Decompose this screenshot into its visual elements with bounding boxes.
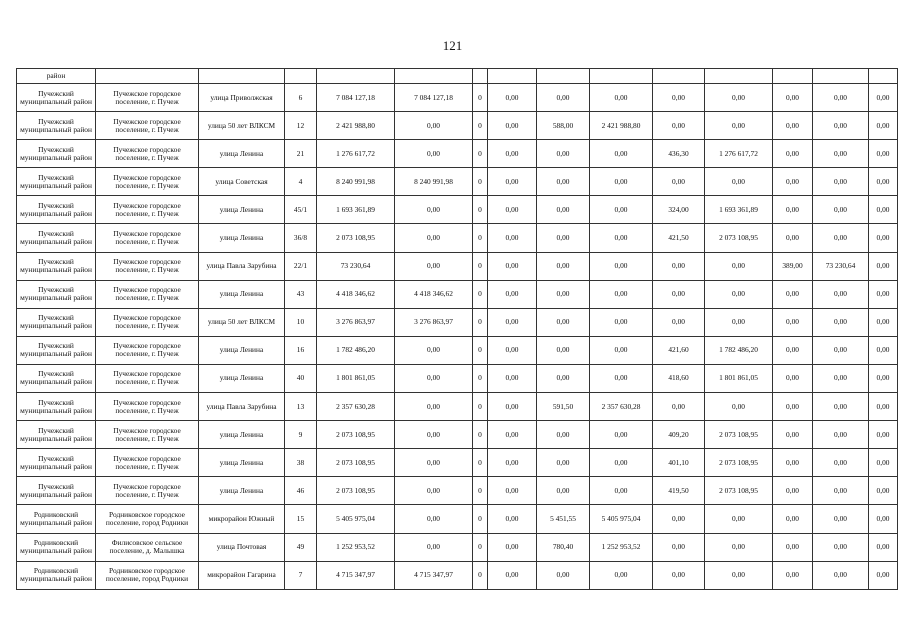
house-number-cell: 43 (285, 280, 317, 308)
data-table (16, 68, 898, 590)
col-15-cell: 0,00 (869, 477, 898, 505)
cost-col-6-cell: 0,00 (395, 421, 473, 449)
district-cell: Пучежский муниципальный район (17, 421, 96, 449)
col-7-cell: 0 (473, 336, 488, 364)
area-col-9-cell: 0,00 (537, 477, 590, 505)
col-7-cell: 0 (473, 421, 488, 449)
settlement-cell: Пучежское городское поселение, г. Пучеж (96, 477, 199, 505)
street-cell: улица Ленина (199, 140, 285, 168)
district-cell: Пучежский муниципальный район (17, 84, 96, 112)
total-cost-cell: 2 421 988,80 (317, 112, 395, 140)
area-col-13-cell: 0,00 (773, 84, 813, 112)
cost-col-10-cell: 0,00 (590, 336, 653, 364)
cost-col-10-cell: 2 421 988,80 (590, 112, 653, 140)
house-number-cell: 46 (285, 477, 317, 505)
area-col-11-cell: 0,00 (653, 308, 705, 336)
cost-col-6-cell: 0,00 (395, 196, 473, 224)
area-col-9-cell: 0,00 (537, 421, 590, 449)
cost-col-6-cell: 0,00 (395, 449, 473, 477)
table-row (17, 533, 898, 561)
street-cell: улица Павла Зарубина (199, 393, 285, 421)
cost-col-6-cell: 0,00 (395, 336, 473, 364)
cost-col-14-cell: 0,00 (813, 449, 869, 477)
col-8-cell: 0,00 (488, 168, 537, 196)
cost-col-10-cell: 0,00 (590, 449, 653, 477)
area-col-11-cell: 0,00 (653, 168, 705, 196)
col-15-cell: 0,00 (869, 449, 898, 477)
col-15-cell: 0,00 (869, 224, 898, 252)
col-7-cell: 0 (473, 477, 488, 505)
table-row (17, 280, 898, 308)
col-15-cell: 0,00 (869, 336, 898, 364)
street-cell: улица Павла Зарубина (199, 252, 285, 280)
col-7-cell: 0 (473, 533, 488, 561)
area-col-13-cell: 0,00 (773, 533, 813, 561)
cost-col-10-cell: 0,00 (590, 168, 653, 196)
col-15-cell: 0,00 (869, 561, 898, 589)
area-col-11-cell: 0,00 (653, 112, 705, 140)
col-7-cell: 0 (473, 224, 488, 252)
area-col-11-cell: 418,60 (653, 364, 705, 392)
cost-col-14-cell: 0,00 (813, 84, 869, 112)
col-7-cell: 0 (473, 112, 488, 140)
col-15-cell: 0,00 (869, 140, 898, 168)
cost-col-14-cell: 0,00 (813, 224, 869, 252)
col-7-cell: 0 (473, 308, 488, 336)
house-number-cell: 9 (285, 421, 317, 449)
house-number-cell: 38 (285, 449, 317, 477)
table-row (17, 393, 898, 421)
area-col-13-cell: 0,00 (773, 112, 813, 140)
area-col-11-cell: 419,50 (653, 477, 705, 505)
col-7-cell: 0 (473, 140, 488, 168)
total-cost-cell: 1 276 617,72 (317, 140, 395, 168)
settlement-cell: Пучежское городское поселение, г. Пучеж (96, 449, 199, 477)
area-col-9-cell: 591,50 (537, 393, 590, 421)
col-8-cell: 0,00 (488, 112, 537, 140)
cost-col-14-cell: 0,00 (813, 140, 869, 168)
cost-col-6-cell: 7 084 127,18 (395, 84, 473, 112)
cost-col-12-cell: 2 073 108,95 (705, 224, 773, 252)
street-cell: улица Ленина (199, 364, 285, 392)
settlement-cell: Пучежское городское поселение, г. Пучеж (96, 421, 199, 449)
area-col-11-cell: 0,00 (653, 561, 705, 589)
cost-col-14-cell: 0,00 (813, 280, 869, 308)
col-7-cell: 0 (473, 196, 488, 224)
house-number-cell: 21 (285, 140, 317, 168)
col-15-cell: 0,00 (869, 421, 898, 449)
house-number-cell: 45/1 (285, 196, 317, 224)
total-cost-cell: 4 418 346,62 (317, 280, 395, 308)
table-row (17, 421, 898, 449)
settlement-cell: Родниковское городское поселение, город Родники (96, 505, 199, 533)
table-row-continued (17, 69, 898, 84)
street-cell: микрорайон Южный (199, 505, 285, 533)
cost-col-12-cell: 1 782 486,20 (705, 336, 773, 364)
street-cell: улица Ленина (199, 449, 285, 477)
table-row (17, 336, 898, 364)
total-cost-cell: 73 230,64 (317, 252, 395, 280)
area-col-9-cell: 0,00 (537, 84, 590, 112)
table-row (17, 252, 898, 280)
area-col-9-cell: 0,00 (537, 561, 590, 589)
area-col-13-cell: 0,00 (773, 505, 813, 533)
total-cost-cell: 2 073 108,95 (317, 449, 395, 477)
settlement-cell: Пучежское городское поселение, г. Пучеж (96, 280, 199, 308)
house-number-cell: 6 (285, 84, 317, 112)
area-col-11-cell: 401,10 (653, 449, 705, 477)
cost-col-12-cell: 0,00 (705, 252, 773, 280)
cost-col-14-cell: 0,00 (813, 196, 869, 224)
area-col-13-cell: 0,00 (773, 393, 813, 421)
cost-col-14-cell: 0,00 (813, 336, 869, 364)
area-col-13-cell: 0,00 (773, 449, 813, 477)
area-col-13-cell: 0,00 (773, 561, 813, 589)
table-row (17, 505, 898, 533)
district-cell: Пучежский муниципальный район (17, 449, 96, 477)
cost-col-6-cell: 0,00 (395, 252, 473, 280)
street-cell: улица Почтовая (199, 533, 285, 561)
cost-col-6-cell: 0,00 (395, 224, 473, 252)
table-row (17, 168, 898, 196)
area-col-11-cell: 436,30 (653, 140, 705, 168)
cost-col-12-cell: 0,00 (705, 393, 773, 421)
cost-col-10-cell: 0,00 (590, 421, 653, 449)
area-col-13-cell: 0,00 (773, 364, 813, 392)
area-col-11-cell: 0,00 (653, 505, 705, 533)
street-cell: улица Приволжская (199, 84, 285, 112)
cost-col-12-cell: 1 276 617,72 (705, 140, 773, 168)
col-8-cell: 0,00 (488, 308, 537, 336)
settlement-cell: Филисовское сельское поселение, д. Малышка (96, 533, 199, 561)
cost-col-14-cell: 0,00 (813, 168, 869, 196)
house-number-cell: 16 (285, 336, 317, 364)
col-8-cell: 0,00 (488, 364, 537, 392)
area-col-9-cell: 0,00 (537, 280, 590, 308)
house-number-cell: 36/8 (285, 224, 317, 252)
col-15-cell: 0,00 (869, 168, 898, 196)
cost-col-6-cell: 3 276 863,97 (395, 308, 473, 336)
cost-col-10-cell: 1 252 953,52 (590, 533, 653, 561)
cost-col-10-cell: 5 405 975,04 (590, 505, 653, 533)
col-7-cell: 0 (473, 393, 488, 421)
settlement-cell: Пучежское городское поселение, г. Пучеж (96, 364, 199, 392)
col-8-cell: 0,00 (488, 84, 537, 112)
cost-col-14-cell: 73 230,64 (813, 252, 869, 280)
area-col-11-cell: 0,00 (653, 533, 705, 561)
street-cell: улица Ленина (199, 336, 285, 364)
cost-col-12-cell: 2 073 108,95 (705, 477, 773, 505)
area-col-11-cell: 421,60 (653, 336, 705, 364)
district-cell: Пучежский муниципальный район (17, 393, 96, 421)
district-cell: Пучежский муниципальный район (17, 140, 96, 168)
cost-col-12-cell: 2 073 108,95 (705, 449, 773, 477)
total-cost-cell: 4 715 347,97 (317, 561, 395, 589)
area-col-11-cell: 0,00 (653, 252, 705, 280)
col-15-cell: 0,00 (869, 308, 898, 336)
area-col-11-cell: 409,20 (653, 421, 705, 449)
col-7-cell: 0 (473, 280, 488, 308)
cost-col-12-cell: 0,00 (705, 280, 773, 308)
table-row (17, 308, 898, 336)
cost-col-10-cell: 0,00 (590, 364, 653, 392)
area-col-13-cell: 389,00 (773, 252, 813, 280)
table-row (17, 140, 898, 168)
house-number-cell: 40 (285, 364, 317, 392)
col-8-cell: 0,00 (488, 280, 537, 308)
total-cost-cell: 3 276 863,97 (317, 308, 395, 336)
total-cost-cell: 2 357 630,28 (317, 393, 395, 421)
col-15-cell: 0,00 (869, 393, 898, 421)
cost-col-10-cell: 2 357 630,28 (590, 393, 653, 421)
cost-col-6-cell: 8 240 991,98 (395, 168, 473, 196)
cost-col-14-cell: 0,00 (813, 112, 869, 140)
settlement-cell: Пучежское городское поселение, г. Пучеж (96, 252, 199, 280)
cost-col-14-cell: 0,00 (813, 421, 869, 449)
col-7-cell: 0 (473, 364, 488, 392)
total-cost-cell: 1 801 861,05 (317, 364, 395, 392)
cost-col-6-cell: 4 418 346,62 (395, 280, 473, 308)
street-cell: улица 50 лет ВЛКСМ (199, 112, 285, 140)
cost-col-10-cell: 0,00 (590, 140, 653, 168)
street-cell: улица Ленина (199, 421, 285, 449)
cost-col-10-cell: 0,00 (590, 561, 653, 589)
district-cell: Родниковский муниципальный район (17, 505, 96, 533)
house-number-cell: 22/1 (285, 252, 317, 280)
area-col-9-cell: 0,00 (537, 168, 590, 196)
area-col-9-cell: 0,00 (537, 336, 590, 364)
settlement-cell: Пучежское городское поселение, г. Пучеж (96, 196, 199, 224)
total-cost-cell: 1 252 953,52 (317, 533, 395, 561)
settlement-cell: Пучежское городское поселение, г. Пучеж (96, 393, 199, 421)
settlement-cell: Пучежское городское поселение, г. Пучеж (96, 140, 199, 168)
district-cell: Пучежский муниципальный район (17, 168, 96, 196)
settlement-cell: Пучежское городское поселение, г. Пучеж (96, 168, 199, 196)
page-number: 121 (442, 38, 463, 53)
cost-col-12-cell: 0,00 (705, 561, 773, 589)
area-col-13-cell: 0,00 (773, 224, 813, 252)
cost-col-14-cell: 0,00 (813, 505, 869, 533)
district-cell: Пучежский муниципальный район (17, 477, 96, 505)
house-number-cell: 15 (285, 505, 317, 533)
district-cell: Родниковский муниципальный район (17, 533, 96, 561)
cost-col-14-cell: 0,00 (813, 393, 869, 421)
cost-col-10-cell: 0,00 (590, 224, 653, 252)
col-8-cell: 0,00 (488, 393, 537, 421)
total-cost-cell: 2 073 108,95 (317, 421, 395, 449)
district-cell: район (17, 69, 96, 84)
cost-col-14-cell: 0,00 (813, 364, 869, 392)
col-7-cell: 0 (473, 252, 488, 280)
area-col-9-cell: 0,00 (537, 364, 590, 392)
settlement-cell: Пучежское городское поселение, г. Пучеж (96, 224, 199, 252)
street-cell: улица Ленина (199, 477, 285, 505)
house-number-cell: 4 (285, 168, 317, 196)
area-col-11-cell: 0,00 (653, 84, 705, 112)
area-col-11-cell: 324,00 (653, 196, 705, 224)
cost-col-10-cell: 0,00 (590, 280, 653, 308)
area-col-9-cell: 0,00 (537, 308, 590, 336)
settlement-cell: Пучежское городское поселение, г. Пучеж (96, 308, 199, 336)
house-number-cell: 7 (285, 561, 317, 589)
street-cell: улица Ленина (199, 196, 285, 224)
cost-col-10-cell: 0,00 (590, 308, 653, 336)
cost-col-12-cell: 1 693 361,89 (705, 196, 773, 224)
house-number-cell: 10 (285, 308, 317, 336)
area-col-9-cell: 0,00 (537, 449, 590, 477)
settlement-cell: Пучежское городское поселение, г. Пучеж (96, 84, 199, 112)
col-7-cell: 0 (473, 561, 488, 589)
area-col-11-cell: 0,00 (653, 280, 705, 308)
col-8-cell: 0,00 (488, 477, 537, 505)
cost-col-14-cell: 0,00 (813, 561, 869, 589)
area-col-13-cell: 0,00 (773, 280, 813, 308)
cost-col-6-cell: 0,00 (395, 140, 473, 168)
cost-col-10-cell: 0,00 (590, 477, 653, 505)
col-8-cell: 0,00 (488, 505, 537, 533)
col-8-cell: 0,00 (488, 421, 537, 449)
cost-col-6-cell: 0,00 (395, 393, 473, 421)
cost-col-6-cell: 0,00 (395, 505, 473, 533)
area-col-13-cell: 0,00 (773, 336, 813, 364)
col-15-cell: 0,00 (869, 252, 898, 280)
street-cell: улица Советская (199, 168, 285, 196)
area-col-13-cell: 0,00 (773, 421, 813, 449)
table-row (17, 561, 898, 589)
area-col-9-cell: 0,00 (537, 140, 590, 168)
col-8-cell: 0,00 (488, 449, 537, 477)
col-8-cell: 0,00 (488, 252, 537, 280)
col-8-cell: 0,00 (488, 561, 537, 589)
area-col-9-cell: 0,00 (537, 196, 590, 224)
district-cell: Пучежский муниципальный район (17, 336, 96, 364)
total-cost-cell: 1 782 486,20 (317, 336, 395, 364)
col-15-cell: 0,00 (869, 364, 898, 392)
table-row (17, 224, 898, 252)
district-cell: Пучежский муниципальный район (17, 112, 96, 140)
col-8-cell: 0,00 (488, 224, 537, 252)
street-cell: улица 50 лет ВЛКСМ (199, 308, 285, 336)
col-15-cell: 0,00 (869, 505, 898, 533)
col-7-cell: 0 (473, 449, 488, 477)
cost-col-14-cell: 0,00 (813, 533, 869, 561)
area-col-9-cell: 0,00 (537, 252, 590, 280)
col-15-cell: 0,00 (869, 280, 898, 308)
total-cost-cell: 2 073 108,95 (317, 224, 395, 252)
area-col-13-cell: 0,00 (773, 308, 813, 336)
col-15-cell: 0,00 (869, 112, 898, 140)
area-col-9-cell: 5 451,55 (537, 505, 590, 533)
area-col-11-cell: 421,50 (653, 224, 705, 252)
cost-col-12-cell: 0,00 (705, 168, 773, 196)
street-cell: улица Ленина (199, 224, 285, 252)
col-15-cell: 0,00 (869, 196, 898, 224)
street-cell: микрорайон Гагарина (199, 561, 285, 589)
col-8-cell: 0,00 (488, 140, 537, 168)
cost-col-12-cell: 0,00 (705, 505, 773, 533)
col-8-cell: 0,00 (488, 533, 537, 561)
district-cell: Пучежский муниципальный район (17, 308, 96, 336)
area-col-9-cell: 780,40 (537, 533, 590, 561)
area-col-13-cell: 0,00 (773, 140, 813, 168)
col-7-cell: 0 (473, 84, 488, 112)
settlement-cell: Пучежское городское поселение, г. Пучеж (96, 336, 199, 364)
total-cost-cell: 8 240 991,98 (317, 168, 395, 196)
cost-col-10-cell: 0,00 (590, 252, 653, 280)
cost-col-12-cell: 0,00 (705, 112, 773, 140)
area-col-13-cell: 0,00 (773, 477, 813, 505)
district-cell: Пучежский муниципальный район (17, 280, 96, 308)
cost-col-12-cell: 2 073 108,95 (705, 421, 773, 449)
area-col-9-cell: 588,00 (537, 112, 590, 140)
col-15-cell: 0,00 (869, 533, 898, 561)
cost-col-6-cell: 0,00 (395, 364, 473, 392)
house-number-cell: 12 (285, 112, 317, 140)
settlement-cell: Родниковское городское поселение, город Родники (96, 561, 199, 589)
area-col-11-cell: 0,00 (653, 393, 705, 421)
col-8-cell: 0,00 (488, 196, 537, 224)
cost-col-14-cell: 0,00 (813, 308, 869, 336)
house-number-cell: 13 (285, 393, 317, 421)
cost-col-6-cell: 0,00 (395, 112, 473, 140)
table-row (17, 477, 898, 505)
cost-col-6-cell: 4 715 347,97 (395, 561, 473, 589)
table-row (17, 364, 898, 392)
district-cell: Пучежский муниципальный район (17, 364, 96, 392)
total-cost-cell: 1 693 361,89 (317, 196, 395, 224)
district-cell: Родниковский муниципальный район (17, 561, 96, 589)
table-row (17, 449, 898, 477)
area-col-9-cell: 0,00 (537, 224, 590, 252)
table-row (17, 112, 898, 140)
district-cell: Пучежский муниципальный район (17, 224, 96, 252)
total-cost-cell: 2 073 108,95 (317, 477, 395, 505)
cost-col-10-cell: 0,00 (590, 84, 653, 112)
cost-col-14-cell: 0,00 (813, 477, 869, 505)
area-col-13-cell: 0,00 (773, 196, 813, 224)
col-7-cell: 0 (473, 168, 488, 196)
total-cost-cell: 7 084 127,18 (317, 84, 395, 112)
area-col-13-cell: 0,00 (773, 168, 813, 196)
district-cell: Пучежский муниципальный район (17, 196, 96, 224)
table-row (17, 196, 898, 224)
cost-col-12-cell: 0,00 (705, 308, 773, 336)
cost-col-12-cell: 0,00 (705, 84, 773, 112)
cost-col-12-cell: 0,00 (705, 533, 773, 561)
col-15-cell: 0,00 (869, 84, 898, 112)
settlement-cell: Пучежское городское поселение, г. Пучеж (96, 112, 199, 140)
district-cell: Пучежский муниципальный район (17, 252, 96, 280)
cost-col-6-cell: 0,00 (395, 477, 473, 505)
cost-col-6-cell: 0,00 (395, 533, 473, 561)
house-number-cell: 49 (285, 533, 317, 561)
total-cost-cell: 5 405 975,04 (317, 505, 395, 533)
cost-col-10-cell: 0,00 (590, 196, 653, 224)
col-8-cell: 0,00 (488, 336, 537, 364)
street-cell: улица Ленина (199, 280, 285, 308)
col-7-cell: 0 (473, 505, 488, 533)
cost-col-12-cell: 1 801 861,05 (705, 364, 773, 392)
table-row (17, 84, 898, 112)
